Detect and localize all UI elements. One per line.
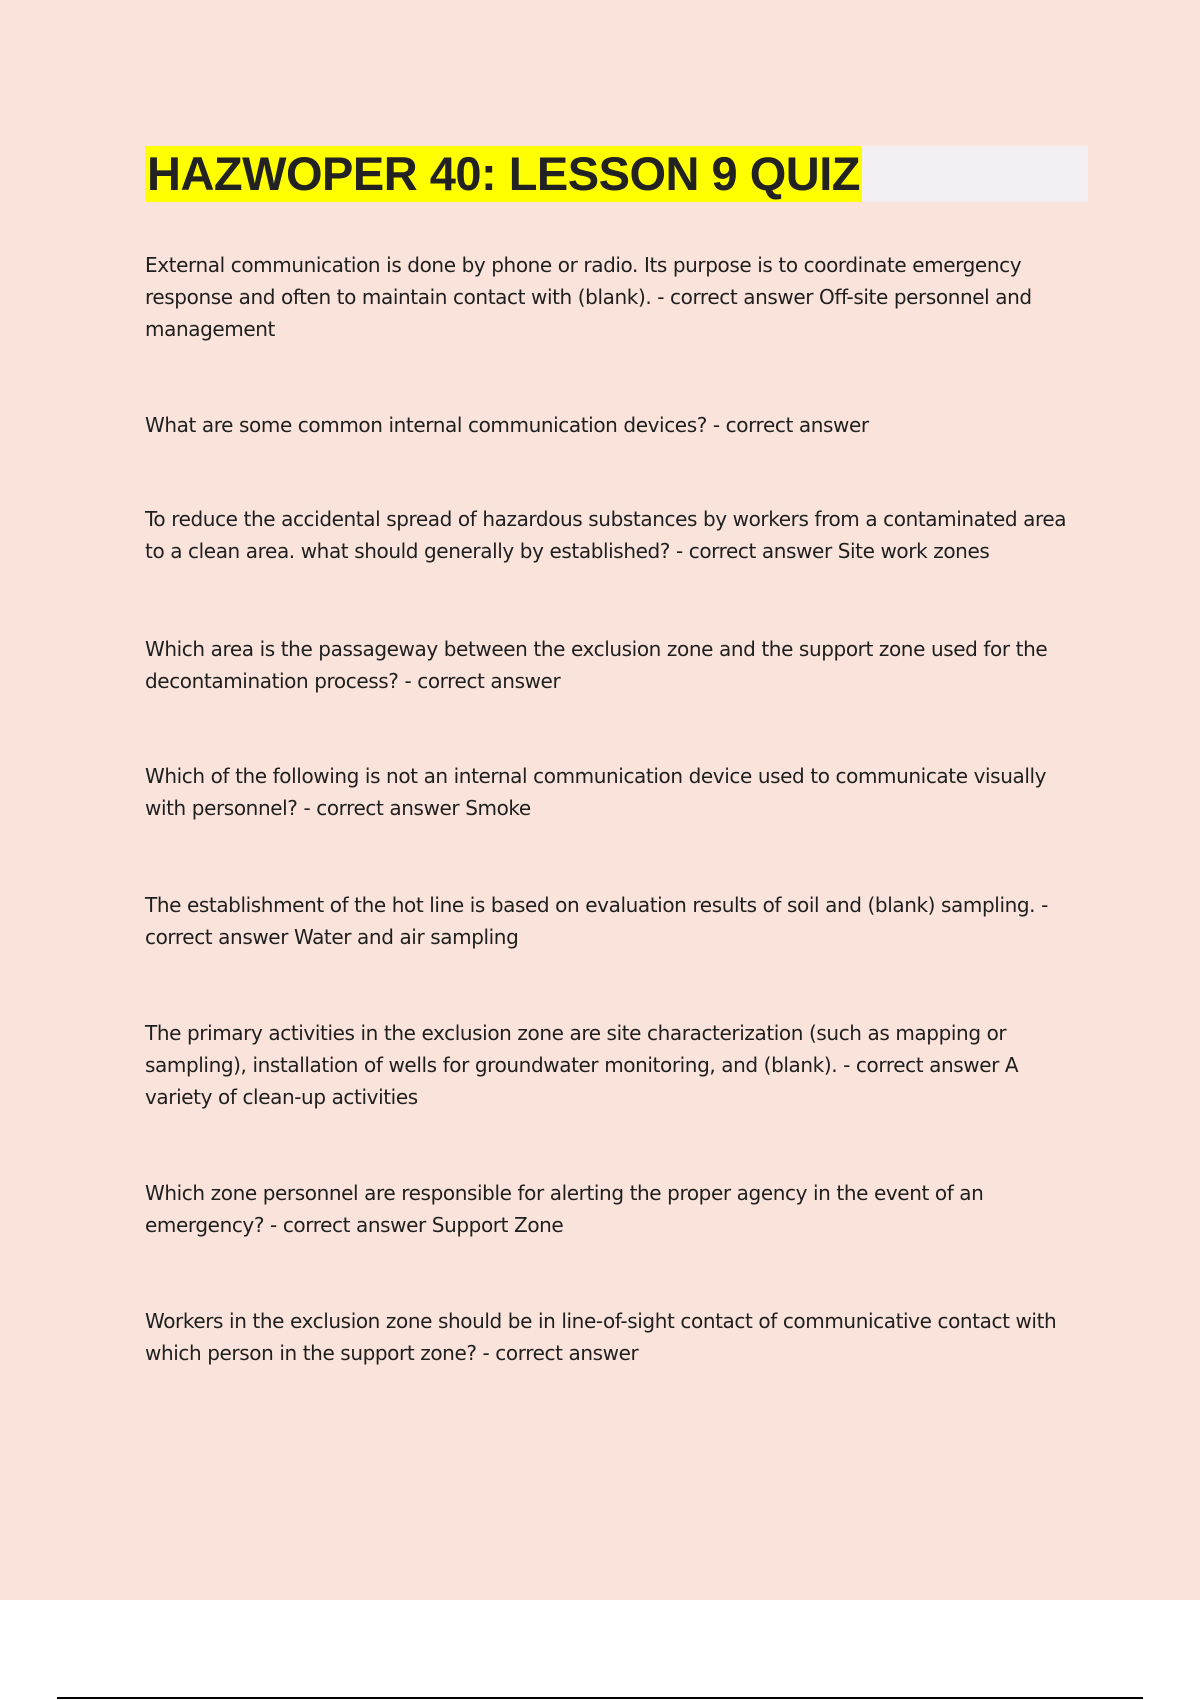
quiz-item-4: Which area is the passageway between the exclusion zone and the support zone used for the decontamination process? - correct answer bbox=[145, 637, 1048, 693]
quiz-item-5: Which of the following is not an internal communication device used to communicate visually with personnel? - correct answer Smoke bbox=[145, 764, 1047, 820]
quiz-item-3: To reduce the accidental spread of hazardous substances by workers from a contaminated area to a clean area. what should generally by established? - correct answer Site work zones bbox=[145, 507, 1067, 563]
quiz-item-2: What are some common internal communication devices? - correct answer bbox=[145, 413, 869, 437]
quiz-item-1: External communication is done by phone or radio. Its purpose is to coordinate emergency response and often to maintain contact with (blank). - correct answer Off-site personnel and management bbox=[145, 253, 1032, 341]
quiz-item-6: The establishment of the hot line is based on evaluation results of soil and (blank) sampling. - correct answer Water and air sampling bbox=[145, 893, 1048, 949]
quiz-item-9: Workers in the exclusion zone should be in line-of-sight contact of communicative contact with which person in the support zone? - correct answer bbox=[145, 1309, 1057, 1365]
document-title: HAZWOPER 40: LESSON 9 QUIZ bbox=[147, 147, 860, 200]
quiz-item-8: Which zone personnel are responsible for alerting the proper agency in the event of an emergency? - correct answer Support Zone bbox=[145, 1181, 984, 1237]
footer-divider bbox=[57, 1697, 1143, 1699]
quiz-item-7: The primary activities in the exclusion zone are site characterization (such as mapping or sampling), installation of wells for groundwater monitoring, and (blank). - correct answer A variety of clean-up activities bbox=[145, 1021, 1019, 1109]
